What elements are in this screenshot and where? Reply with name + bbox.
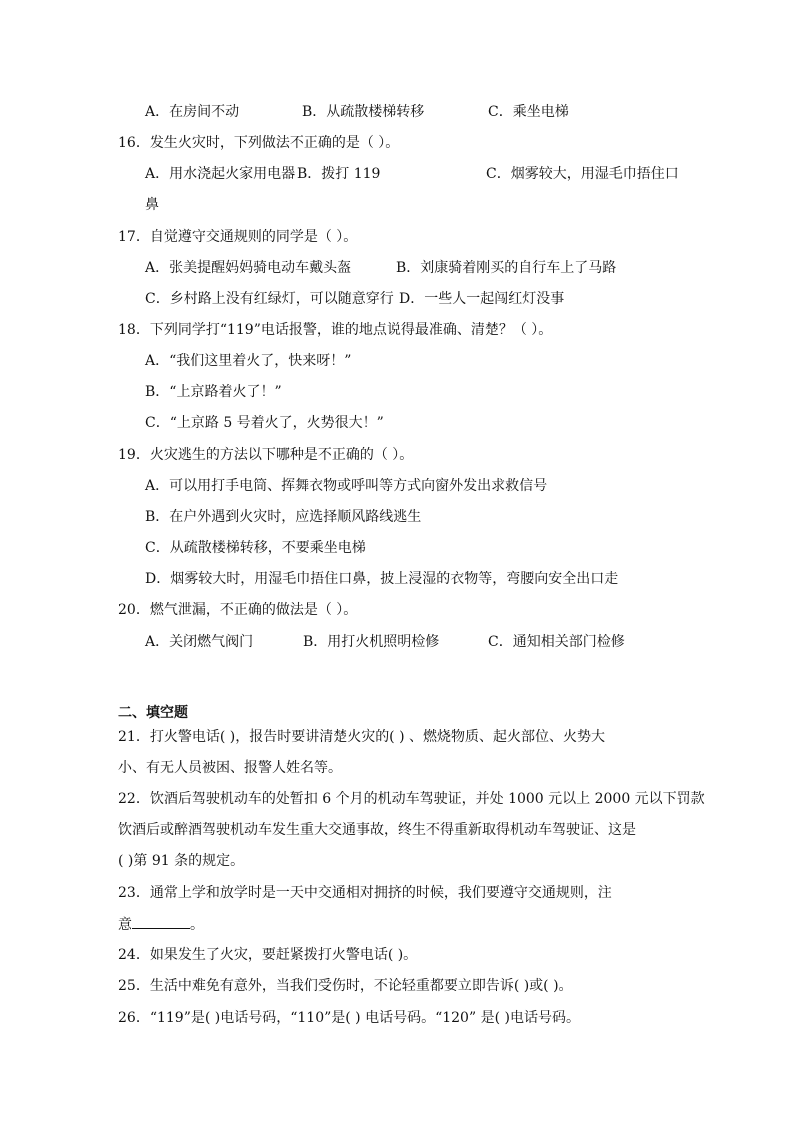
q19-stem: 19．火灾逃生的方法以下哪种是不正确的（ ）。	[118, 447, 414, 463]
q18-option-a: A．“我们这里着火了，快来呀！”	[145, 353, 352, 369]
q21-line-2: 小、有无人员被困、报警人姓名等。	[118, 760, 342, 776]
q15-option-c: C．乘坐电梯	[488, 104, 569, 120]
q23-suffix: 。	[190, 917, 204, 933]
q16-stem: 16．发生火灾时，下列做法不正确的是（ ）。	[118, 135, 400, 151]
q19-option-b: B．在户外遇到火灾时，应选择顺风路线逃生	[145, 509, 422, 525]
q15-option-b: B．从疏散楼梯转移	[302, 104, 425, 120]
q20-option-c: C．通知相关部门检修	[488, 634, 625, 650]
q26-line-1: 26．“119”是( )电话号码，“110”是( ) 电话号码。“120” 是( )电话号码。	[118, 1010, 580, 1026]
section-heading-fill-in: 二、填空题	[118, 705, 188, 721]
q24-line-1: 24．如果发生了火灾，要赶紧拨打火警电话( )。	[118, 947, 418, 963]
q19-option-a: A．可以用打手电筒、挥舞衣物或呼叫等方式向窗外发出求救信号	[145, 478, 548, 494]
q20-option-b: B．用打火机照明检修	[303, 634, 440, 650]
q15-option-a: A．在房间不动	[145, 104, 240, 120]
q18-option-c: C．“上京路 5 号着火了，火势很大！”	[145, 415, 384, 431]
q18-stem: 18．下列同学打“119”电话报警，谁的地点说得最准确、清楚？（ ）。	[118, 322, 553, 338]
q25-line-1: 25．生活中难免有意外，当我们受伤时，不论轻重都要立即告诉( )或( )。	[118, 978, 573, 994]
q17-stem: 17．自觉遵守交通规则的同学是（ ）。	[118, 229, 358, 245]
q22-line-3: ( )第 91 条的规定。	[118, 853, 245, 869]
q23-line-1: 23．通常上学和放学时是一天中交通相对拥挤的时候，我们要遵守交通规则，注	[118, 885, 612, 901]
q23-line-2	[118, 914, 204, 934]
q17-option-d: D．一些人一起闯红灯没事	[399, 291, 565, 307]
q21-line-1: 21．打火警电话( )，报告时要讲清楚火灾的( ) 、燃烧物质、起火部位、火势大	[118, 729, 606, 745]
q23-answer-blank[interactable]	[132, 914, 190, 929]
q19-option-d: D．烟雾较大时，用湿毛巾捂住口鼻，披上浸湿的衣物等，弯腰向安全出口走	[145, 571, 619, 587]
q18-option-b: B．“上京路着火了！”	[145, 384, 282, 400]
q16-option-c-continued: 鼻	[145, 197, 159, 213]
q20-stem: 20．燃气泄漏，不正确的做法是（ ）。	[118, 602, 358, 618]
q17-option-c: C．乡村路上没有红绿灯，可以随意穿行	[145, 291, 394, 307]
q19-option-c: C．从疏散楼梯转移，不要乘坐电梯	[145, 540, 366, 556]
q16-option-c: C．烟雾较大，用湿毛巾捂住口	[486, 166, 679, 182]
q16-option-b: B．拨打 119	[297, 166, 381, 182]
q23-prefix: 意	[118, 917, 132, 933]
q17-option-a: A．张美提醒妈妈骑电动车戴头盔	[145, 260, 352, 276]
q17-option-b: B．刘康骑着刚买的自行车上了马路	[396, 260, 617, 276]
q22-line-2: 饮酒后或醉酒驾驶机动车发生重大交通事故，终生不得重新取得机动车驾驶证、这是	[118, 822, 636, 838]
q20-option-a: A．关闭燃气阀门	[145, 634, 254, 650]
q22-line-1: 22．饮酒后驾驶机动车的处暂扣 6 个月的机动车驾驶证，并处 1000 元以上 2000 元以下罚款	[118, 791, 705, 807]
q16-option-a: A．用水浇起火家用电器	[145, 166, 296, 182]
